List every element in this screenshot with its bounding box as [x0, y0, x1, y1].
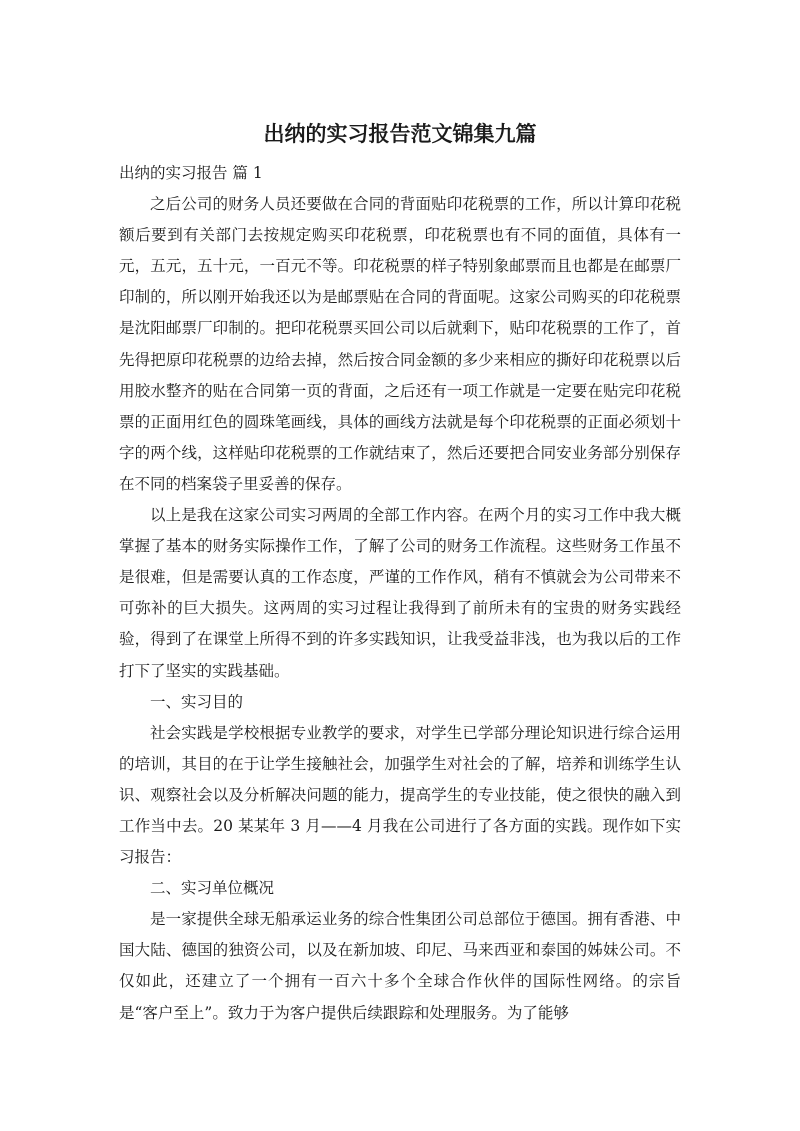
document-title: 出纳的实习报告范文锦集九篇 [263, 122, 537, 146]
paragraph: 社会实践是学校根据专业教学的要求，对学生已学部分理论知识进行综合运用的培训，其目的在于让学生接触社会，加强学生对社会的了解，培养和训练学生认识、观察社会以及分析解决问题的能力，提高学生的专业技能，使之很快的融入到工作当中去。20 某某年 3 月——4 月我在公司进行了各方面的实践。现作如下实习报告： [119, 723, 681, 867]
paragraph: 之后公司的财务人员还要做在合同的背面贴印花税票的工作，所以计算印花税额后要到有关部门去按规定购买印花税票，印花税票也有不同的面值，具体有一元，五元，五十元，一百元不等。印花税票的样子特别象邮票而且也都是在邮票厂印制的，所以刚开始我还以为是邮票贴在合同的背面呢。这家公司购买的印花税票是沈阳邮票厂印制的。把印花税票买回公司以后就剩下，贴印花税票的工作了，首先得把原印花税票的边给去掉，然后按合同金额的多少来相应的撕好印花税票以后用胶水整齐的贴在合同第一页的背面，之后还有一项工作就是一定要在贴完印花税票的正面用红色的圆珠笔画线，具体的画线方法就是每个印花税票的正面必须划十字的两个线，这样贴印花税票的工作就结束了，然后还要把合同安业务部分别保存在不同的档案袋子里妥善的保存。 [119, 195, 681, 493]
document-body [119, 158, 681, 1029]
section-heading: 出纳的实习报告 篇 1 [119, 164, 263, 182]
paragraph: 以上是我在这家公司实习两周的全部工作内容。在两个月的实习工作中我大概掌握了基本的财务实际操作工作，了解了公司的财务工作流程。这些财务工作虽不是很难，但是需要认真的工作态度，严谨的工作作风，稍有不慎就会为公司带来不可弥补的巨大损失。这两周的实习过程让我得到了前所未有的宝贵的财务实践经验，得到了在课堂上所得不到的许多实践知识，让我受益非浅，也为我以后的工作打下了坚实的实践基础。 [119, 506, 681, 680]
subheading-internship-purpose: 一、实习目的 [150, 692, 244, 711]
paragraph: 是一家提供全球无船承运业务的综合性集团公司总部位于德国。拥有香港、中国大陆、德国的独资公司，以及在新加坡、印尼、马来西亚和泰国的姊妹公司。不仅如此，还建立了一个拥有一百六十多个全球合作伙伴的国际性网络。的宗旨是“客户至上”。致力于为客户提供后续跟踪和处理服务。为了能够 [119, 910, 681, 1022]
subheading-company-overview: 二、实习单位概况 [150, 879, 275, 898]
